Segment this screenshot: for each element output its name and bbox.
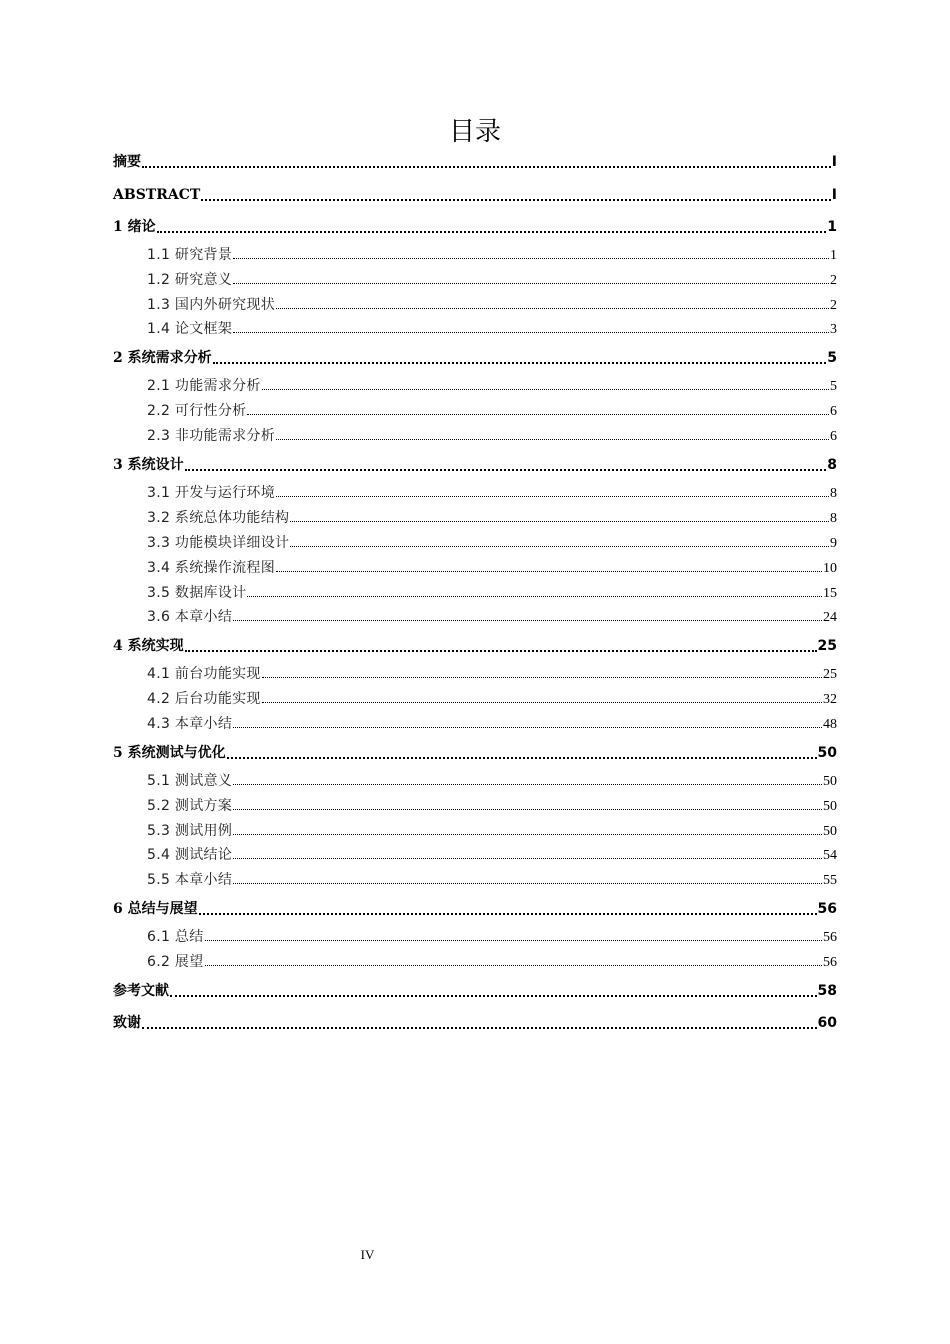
toc-entry-page-number: 60 [817, 1015, 837, 1031]
toc-section-entry[interactable] [147, 771, 837, 791]
toc-chapter-entry[interactable] [113, 455, 837, 475]
dot-leader [142, 1014, 817, 1029]
dot-leader [290, 533, 829, 547]
toc-section-entry[interactable] [147, 376, 837, 396]
toc-entry-page-number: 56 [817, 901, 837, 917]
toc-entry-page-number: 32 [823, 692, 837, 707]
toc-entry-page-number: 5 [827, 350, 837, 366]
dot-leader [170, 982, 817, 997]
toc-section-entry[interactable] [147, 845, 837, 865]
toc-entry-label: 3.5 数据库设计 [147, 585, 247, 601]
toc-entry-page-number: 3 [830, 322, 837, 337]
toc-section-entry[interactable] [147, 664, 837, 684]
toc-entry-label: 5.5 本章小结 [147, 872, 233, 888]
toc-entry-label: 3 系统设计 [113, 457, 184, 473]
toc-chapter-entry[interactable] [113, 743, 837, 763]
toc-entry-page-number: 5 [830, 379, 837, 394]
dot-leader [185, 456, 827, 471]
toc-section-entry[interactable] [147, 583, 837, 603]
dot-leader [205, 927, 822, 941]
toc-entry-label: 5.3 测试用例 [147, 823, 233, 839]
dot-leader [213, 349, 827, 364]
toc-entry-label: 2.3 非功能需求分析 [147, 428, 276, 444]
dot-leader [233, 714, 822, 728]
toc-section-entry[interactable] [147, 319, 837, 339]
toc-chapter-entry[interactable] [113, 636, 837, 656]
toc-entry-page-number: 58 [817, 983, 837, 999]
toc-entry-page-number: 2 [830, 273, 837, 288]
toc-section-entry[interactable] [147, 401, 837, 421]
toc-chapter-entry[interactable] [113, 899, 837, 919]
dot-leader [205, 952, 822, 966]
toc-entry-label: 3.2 系统总体功能结构 [147, 510, 290, 526]
toc-entry-label: 5.1 测试意义 [147, 773, 233, 789]
toc-entry-page-number: 50 [817, 745, 837, 761]
dot-leader [276, 558, 822, 572]
toc-section-entry[interactable] [147, 952, 837, 972]
dot-leader [233, 845, 822, 859]
dot-leader [247, 583, 822, 597]
toc-entry-label: 4.1 前台功能实现 [147, 666, 261, 682]
toc-entry-page-number: 25 [823, 667, 837, 682]
toc-entry-page-number: 55 [823, 873, 837, 888]
toc-entry-label: 1 绪论 [113, 219, 156, 235]
toc-entry-label: 摘要 [113, 154, 141, 170]
toc-section-entry[interactable] [147, 483, 837, 503]
toc-entry-page-number: 25 [817, 638, 837, 654]
toc-entry-page-number: 9 [830, 536, 837, 551]
toc-entry-label: 6.2 展望 [147, 954, 204, 970]
toc-entry-page-number: 2 [830, 298, 837, 313]
dot-leader [233, 319, 829, 333]
toc-entry-label: 3.4 系统操作流程图 [147, 560, 276, 576]
toc-section-entry[interactable] [147, 426, 837, 446]
dot-leader [276, 426, 829, 440]
dot-leader [262, 689, 822, 703]
dot-leader [233, 270, 829, 284]
toc-entry-page-number: 8 [827, 457, 837, 473]
toc-chapter-entry[interactable] [113, 348, 837, 368]
toc-entry-label: 2.1 功能需求分析 [147, 378, 261, 394]
dot-leader [233, 796, 822, 810]
toc-entry-label: 3.1 开发与运行环境 [147, 485, 276, 501]
dot-leader [247, 401, 829, 415]
toc-entry-page-number: 6 [830, 404, 837, 419]
toc-entry-label: ABSTRACT [113, 187, 201, 203]
toc-chapter-entry[interactable] [113, 217, 837, 237]
toc-entry-label: 5.2 测试方案 [147, 798, 233, 814]
dot-leader [290, 508, 829, 522]
toc-chapter-entry[interactable] [113, 981, 837, 1001]
toc-entry-label: 1.2 研究意义 [147, 272, 233, 288]
page-title: 目录 [448, 117, 501, 147]
toc-entry-label: 2.2 可行性分析 [147, 403, 247, 419]
toc-entry-page-number: 8 [830, 511, 837, 526]
toc-entry-page-number: 56 [823, 930, 837, 945]
dot-leader [276, 295, 829, 309]
toc-chapter-entry[interactable] [113, 185, 837, 205]
toc-entry-label: 2 系统需求分析 [113, 350, 212, 366]
dot-leader [157, 218, 827, 233]
toc-entry-label: 3.3 功能模块详细设计 [147, 535, 290, 551]
toc-entry-page-number: 8 [830, 486, 837, 501]
toc-entry-label: 6 总结与展望 [113, 901, 198, 917]
toc-entry-label: 5.4 测试结论 [147, 847, 233, 863]
toc-section-entry[interactable] [147, 533, 837, 553]
toc-chapter-entry[interactable] [113, 152, 837, 172]
toc-entry-label: 5 系统测试与优化 [113, 745, 226, 761]
toc-section-entry[interactable] [147, 508, 837, 528]
toc-section-entry[interactable] [147, 714, 837, 734]
toc-entry-label: 4 系统实现 [113, 638, 184, 654]
dot-leader [199, 900, 817, 915]
dot-leader [233, 607, 822, 621]
toc-section-entry[interactable] [147, 295, 837, 315]
toc-entry-label: 1.4 论文框架 [147, 321, 233, 337]
dot-leader [233, 771, 822, 785]
toc-entry-label: 3.6 本章小结 [147, 609, 233, 625]
dot-leader [262, 376, 829, 390]
toc-entry-page-number: 48 [823, 717, 837, 732]
dot-leader [276, 483, 829, 497]
toc-entry-page-number: 50 [823, 824, 837, 839]
toc-section-entry[interactable] [147, 689, 837, 709]
toc-chapter-entry[interactable] [113, 1013, 837, 1033]
dot-leader [142, 153, 831, 168]
toc-entry-label: 4.3 本章小结 [147, 716, 233, 732]
toc-entry-label: 1.3 国内外研究现状 [147, 297, 276, 313]
toc-entry-page-number: 54 [823, 848, 837, 863]
dot-leader [233, 870, 822, 884]
toc-entry-label: 4.2 后台功能实现 [147, 691, 261, 707]
toc-entry-page-number: 10 [823, 561, 837, 576]
toc-entry-label: 参考文献 [113, 983, 169, 999]
page-number-footer: IV [360, 1247, 375, 1262]
dot-leader [262, 664, 822, 678]
toc-section-entry[interactable] [147, 927, 837, 947]
toc-entry-page-number: 1 [827, 219, 837, 235]
toc-entry-page-number: I [831, 154, 837, 170]
dot-leader [201, 186, 831, 201]
toc-entry-label: 1.1 研究背景 [147, 247, 233, 263]
dot-leader [227, 744, 817, 759]
toc-entry-label: 6.1 总结 [147, 929, 204, 945]
toc-entry-page-number: 15 [823, 586, 837, 601]
toc-entry-page-number: 1 [830, 248, 837, 263]
toc-section-entry[interactable] [147, 870, 837, 890]
toc-entry-page-number: 50 [823, 799, 837, 814]
toc-entry-page-number: 50 [823, 774, 837, 789]
toc-section-entry[interactable] [147, 558, 837, 578]
toc-entry-page-number: I [831, 187, 837, 203]
toc-entry-page-number: 56 [823, 955, 837, 970]
toc-section-entry[interactable] [147, 821, 837, 841]
dot-leader [185, 637, 817, 652]
toc-section-entry[interactable] [147, 607, 837, 627]
toc-entry-page-number: 6 [830, 429, 837, 444]
toc-section-entry[interactable] [147, 270, 837, 290]
dot-leader [233, 245, 829, 259]
toc-entry-label: 致谢 [113, 1015, 141, 1031]
dot-leader [233, 821, 822, 835]
toc-section-entry[interactable] [147, 796, 837, 816]
toc-section-entry[interactable] [147, 245, 837, 265]
toc-entry-page-number: 24 [823, 610, 837, 625]
